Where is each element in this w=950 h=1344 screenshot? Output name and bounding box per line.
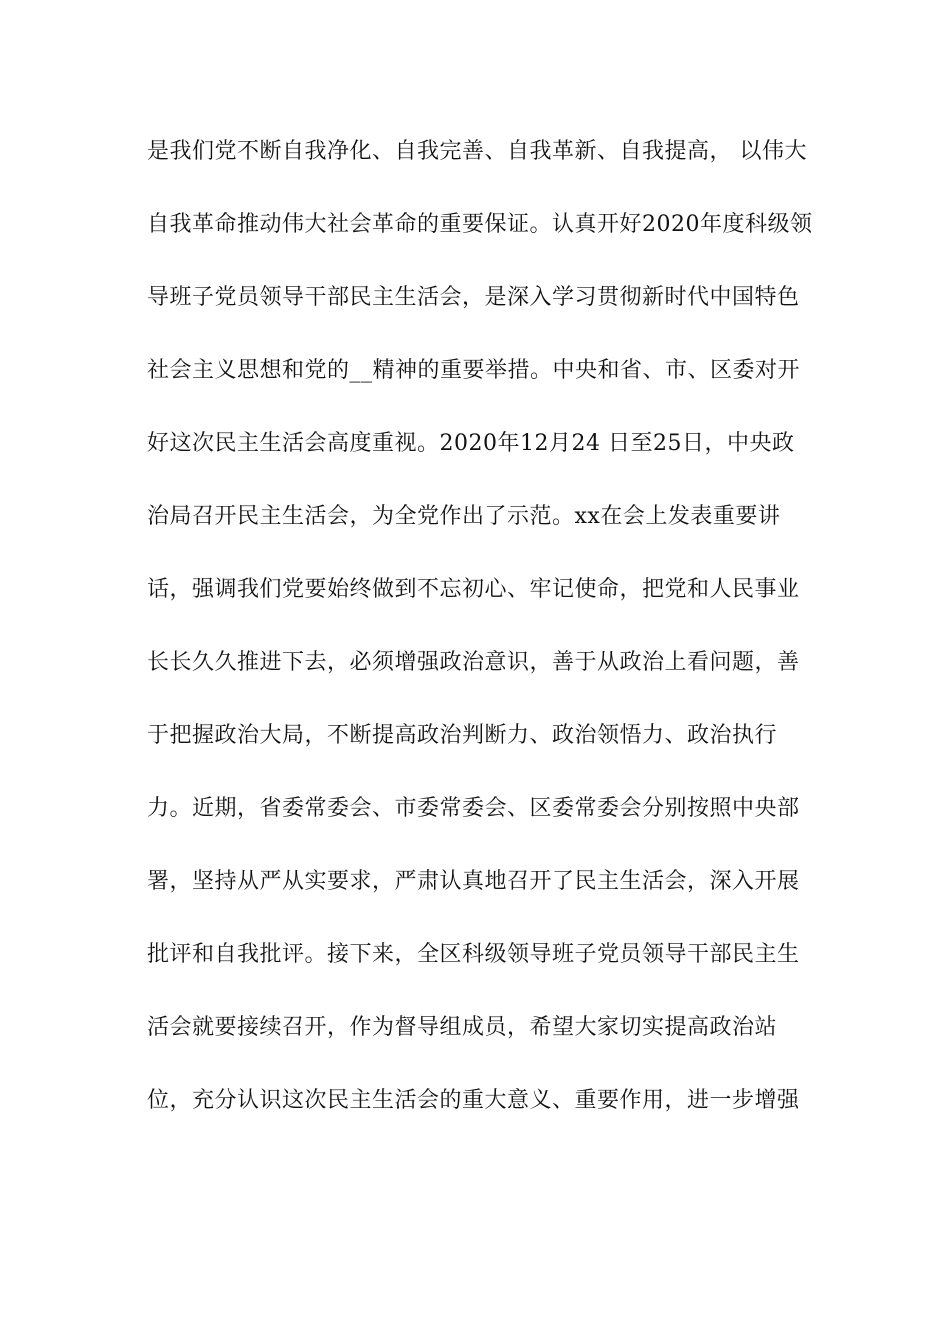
text-line: 话，强调我们党要始终做到不忘初心、牢记使命，把党和人民事业 [147,577,800,602]
text-line: 好这次民主生活会高度重视。2020年12月24 日至25日，中央政 [147,431,795,456]
text-line: 位，充分认识这次民主生活会的重大意义、重要作用，进一步增强 [147,1088,800,1113]
text-line: 长长久久推进下去，必须增强政治意识，善于从政治上看问题，善 [147,650,800,675]
text-line: 于把握政治大局，不断提高政治判断力、政治领悟力、政治执行 [147,723,778,748]
text-line: 署，坚持从严从实要求，严肃认真地召开了民主生活会，深入开展 [147,869,800,894]
text-line: 是我们党不断自我净化、自我完善、自我革新、自我提高， 以伟大 [147,139,807,164]
text-line: 活会就要接续召开，作为督导组成员，希望大家切实提高政治站 [147,1015,778,1040]
text-line: 治局召开民主生活会，为全党作出了示范。xx在会上发表重要讲 [147,504,781,529]
text-line: 自我革命推动伟大社会革命的重要保证。认真开好2020年度科级领 [147,212,813,237]
text-line: 批评和自我批评。接下来，全区科级领导班子党员领导干部民主生 [147,942,800,967]
text-line: 社会主义思想和党的__精神的重要举措。中央和省、市、区委对开 [147,358,801,383]
text-line: 力。近期，省委常委会、市委常委会、区委常委会分别按照中央部 [147,796,800,821]
text-line: 导班子党员领导干部民主生活会，是深入学习贯彻新时代中国特色 [147,285,800,310]
